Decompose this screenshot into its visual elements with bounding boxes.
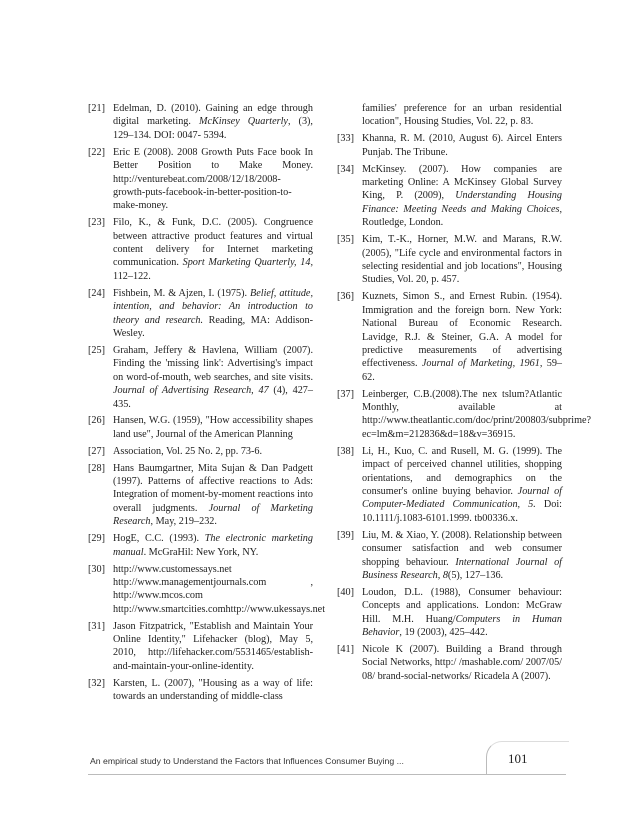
reference-italic: The electronic marketing manual — [113, 533, 313, 558]
reference-text: Filo, K., & Funk, D.C. (2005). Congruence between attractive product features and virtual content delivery for Internet marketing communication. — [113, 217, 313, 269]
reference-number: [28] — [88, 462, 105, 474]
reference-italic: Sport Marketing Quarterly, 14, — [182, 257, 313, 269]
reference-item — [337, 388, 592, 442]
reference-continuation: families' preference for an urban residential location", Housing Studies, Vol. 22, p. 83. — [362, 103, 562, 128]
reference-number: [33] — [337, 133, 354, 145]
reference-text: Karsten, L. (2007), "Housing as a way of life: towards an understanding of middle-class — [113, 677, 313, 703]
reference-text: Hansen, W.G. (1959), "How accessibility shapes land use", Journal of the American Planning — [113, 415, 313, 440]
reference-number: [34] — [337, 163, 354, 175]
reference-text: McKinsey. (2007). How companies are marketing Online: A McKinsey Global Survey King, P. (2009), — [362, 163, 562, 202]
reference-text: Li, H., Kuo, C. and Rusell, M. G. (1999). The impact of perceived channel utilities, shopping orientations, and demographics on the consumer's online buying behavior. — [362, 445, 562, 497]
reference-item — [88, 414, 313, 441]
reference-italic: Computers in Human Behavior — [362, 613, 562, 639]
reference-text: Eric E (2008). 2008 Growth Puts Face book In Better Position to Make Money. http://venturebeat.com/2008/12/18/2008-growth-puts-facebook-in-better-position-to-make-money. — [113, 146, 313, 212]
reference-item — [88, 344, 313, 411]
reference-number: [30] — [88, 563, 105, 575]
reference-number: [29] — [88, 533, 105, 545]
reference-rest: (4), 427–435. — [113, 385, 313, 410]
reference-italic: International Journal of Business Research, 8 — [362, 556, 562, 581]
reference-text: Edelman, D. (2010). Gaining an edge through digital marketing. — [113, 103, 313, 128]
reference-item — [88, 216, 313, 283]
reference-text: Leinberger, C.B.(2008).The nex tslum?Atlantic Monthly, available at http://www.theatlantic.com/doc/print/200803/subprime?ec=lm&m=212836&d=18&v=36915. — [362, 388, 592, 440]
reference-item — [337, 529, 562, 583]
reference-number: [35] — [337, 234, 354, 246]
reference-number: [38] — [337, 445, 354, 457]
reference-text: Nicole K (2007). Building a Brand through Social Networks, http:/ /mashable.com/ 2007/05/ 08/ brand-social-networks/ Ricadela A (2007). — [362, 643, 562, 682]
reference-number: [40] — [337, 586, 354, 598]
reference-text: http://www.customessays.net http://www.managementjournals.com , http://www.mcos.com http://www.smartcities.comhttp://www.ukessays.net — [113, 563, 326, 615]
reference-text: Association, Vol. 25 No. 2, pp. 73-6. — [113, 445, 263, 457]
reference-italic: Journal of Computer-Mediated Communication, 5. — [362, 485, 563, 511]
reference-item — [337, 643, 562, 683]
reference-number: [39] — [337, 529, 354, 541]
reference-text: Hans Baumgartner, Mita Sujan & Dan Padgett (1997). Patterns of affective reactions to Ads: Integration of moment-by-moment reactions into overall judgments. — [113, 462, 313, 514]
reference-item — [88, 620, 313, 674]
reference-number: [21] — [88, 103, 105, 114]
reference-rest: 59–62. — [362, 358, 562, 383]
reference-item — [88, 532, 313, 559]
left-column — [88, 102, 326, 707]
reference-number: [31] — [88, 620, 105, 632]
reference-italic: Belief, attitude, intention, and behavior: An introduction to theory and research. — [113, 287, 313, 326]
reference-text: Khanna, R. M. (2010, August 6). Aircel Enters Punjab. The Tribune. — [362, 133, 562, 158]
reference-italic: Journal of Marketing, 1961, — [421, 358, 543, 370]
reference-number: [26] — [88, 415, 105, 427]
reference-item — [88, 146, 313, 213]
reference-rest: Doi: 10.1111/j.1083-6101.1999. tb00336.x. — [362, 499, 562, 524]
reference-item — [337, 163, 562, 230]
reference-number: [37] — [337, 388, 354, 400]
reference-item — [337, 233, 562, 287]
reference-italic: Understanding Housing Finance: Meeting Needs and Making Choices — [362, 190, 562, 215]
reference-item — [88, 102, 313, 142]
reference-text: Jason Fitzpatrick, "Establish and Maintain Your Online Identity," Lifehacker (blog), May 5, 2010, http://lifehacker.com/5531465/establish-and-maintain-your-online-identity. — [113, 620, 313, 672]
reference-rest: . McGraHil: New York, NY. — [143, 546, 259, 558]
reference-rest: 112–122. — [113, 270, 151, 282]
page-number: 101 — [508, 751, 528, 766]
running-footer-title: An empirical study to Understand the Factors that Influences Consumer Buying ... — [90, 756, 404, 766]
reference-number: [25] — [88, 344, 105, 356]
reference-rest: , 19 (2003), 425–442. — [399, 627, 488, 639]
reference-number: [24] — [88, 287, 105, 299]
reference-italic: Journal of Advertising Research, 47 — [113, 385, 269, 397]
reference-item — [337, 445, 562, 525]
reference-item — [88, 677, 313, 704]
reference-rest: (5), 127–136. — [447, 569, 504, 581]
right-column — [337, 102, 592, 687]
reference-rest: , May, 219–232. — [150, 516, 217, 528]
reference-number: [22] — [88, 146, 105, 158]
reference-number: [32] — [88, 677, 105, 689]
reference-rest: , (3), 129–134. DOI: 0047- 5394. — [113, 116, 313, 141]
reference-text: HogE, C.C. (1993). — [113, 533, 205, 545]
reference-italic: Journal of Marketing Research — [113, 502, 313, 528]
reference-text: Kim, T.-K., Horner, M.W. and Marans, R.W. (2005), "Life cycle and environmental factors in selecting residential and job locations", Housing Studies, Vol. 20, p. 457. — [362, 234, 562, 286]
reference-number: [23] — [88, 217, 105, 229]
reference-italic: McKinsey Quarterly — [198, 116, 288, 128]
reference-number: [36] — [337, 291, 354, 303]
reference-item — [88, 287, 313, 341]
reference-item — [337, 290, 562, 384]
reference-number: [41] — [337, 643, 354, 655]
reference-item — [337, 586, 562, 640]
reference-number: [27] — [88, 445, 105, 457]
reference-rest: Reading, MA: Addison-Wesley. — [113, 314, 313, 339]
page-number-tab — [486, 741, 569, 775]
reference-text: Loudon, D.L. (1988), Consumer behaviour: Concepts and applications. London: McGraw Hill. M.H. Huang/ — [362, 586, 562, 625]
reference-rest: , Routledge, London. — [362, 203, 562, 229]
reference-text: Liu, M. & Xiao, Y. (2008). Relationship between consumer satisfaction and web consumer shopping behaviour. — [362, 529, 562, 568]
reference-text: Fishbein, M. & Ajzen, I. (1975). — [113, 287, 251, 299]
reference-text: Graham, Jeffery & Havlena, William (2007). Finding the 'missing link': Advertising's impact on word-of-mouth, web searches, and site visits. — [113, 344, 313, 383]
reference-item — [88, 462, 313, 529]
reference-item — [88, 445, 313, 458]
reference-item — [88, 563, 326, 617]
reference-text: Kuznets, Simon S., and Ernest Rubin. (1954). Immigration and the foreign born. New York: National Bureau of Economic Research. Lavidge, R.J. & Steiner, G.A. A model for predictive measurements of advertising effectiveness. — [362, 291, 562, 370]
reference-item — [337, 132, 562, 159]
